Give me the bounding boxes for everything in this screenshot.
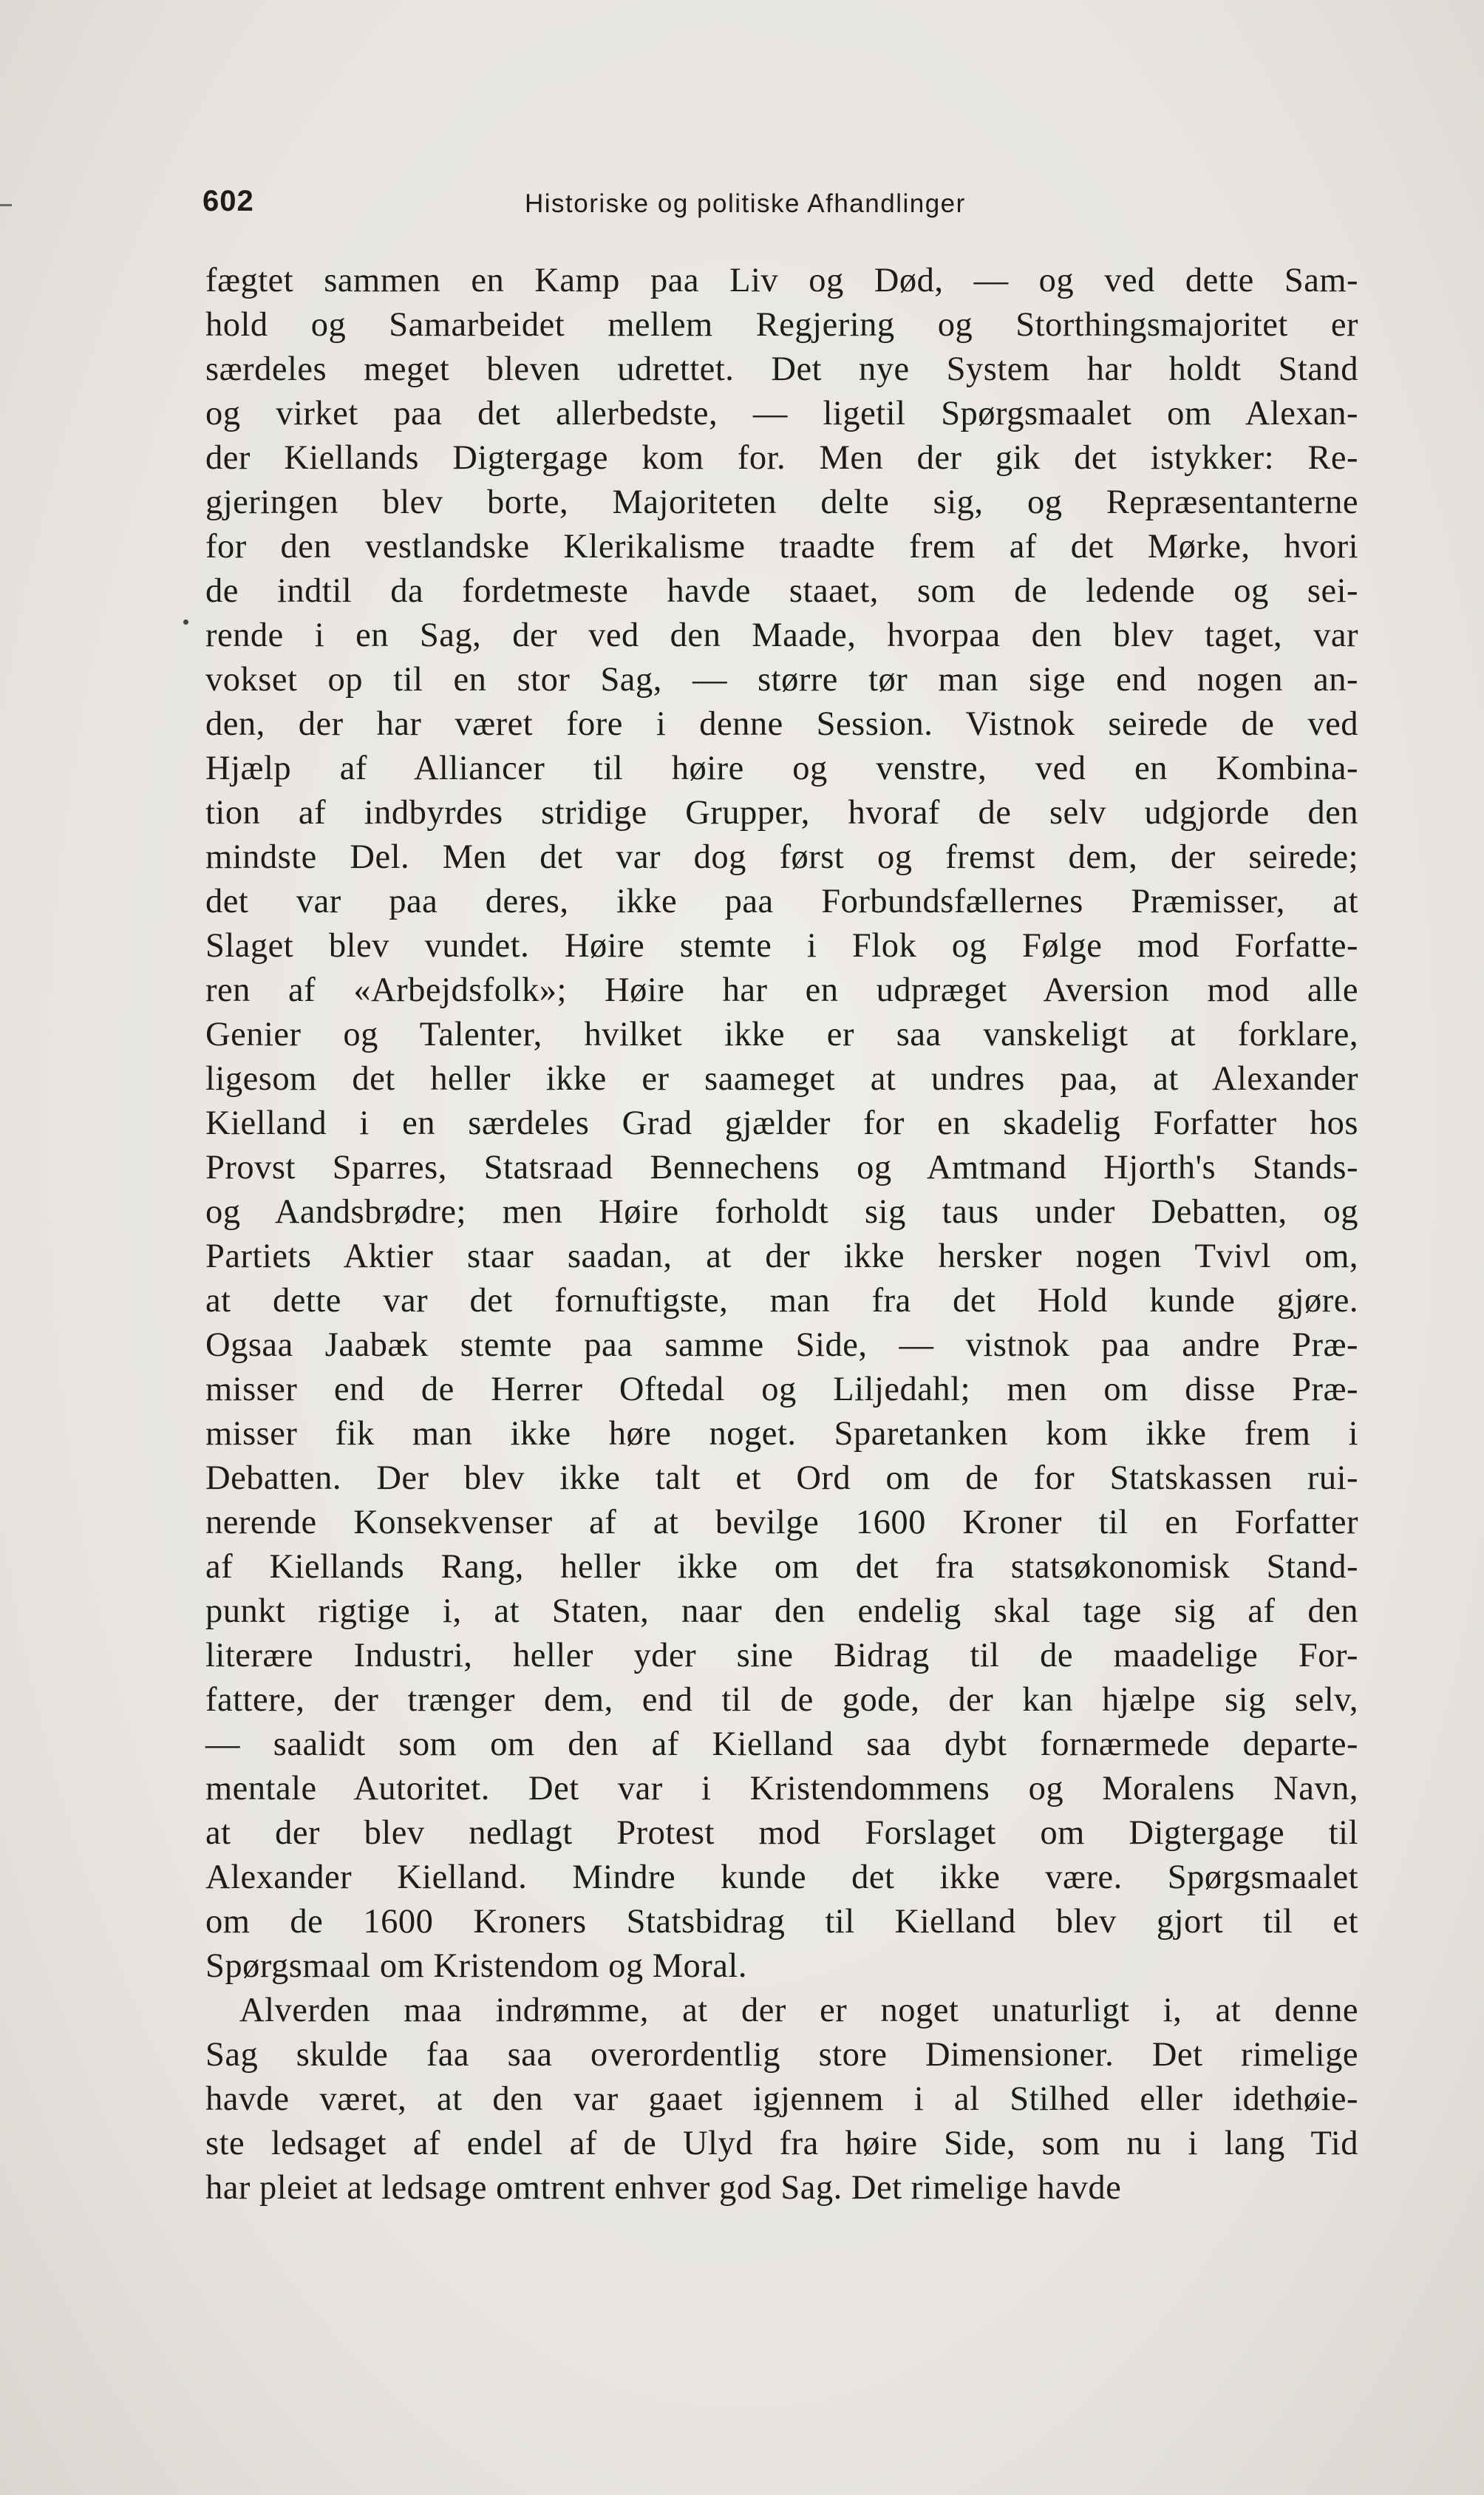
text-line: af Kiellands Rang, heller ikke om det fra statsøkonomisk Stand-: [205, 1548, 1358, 1586]
text-line: at dette var det fornuftigste, man fra det Hold kunde gjøre.: [205, 1282, 1358, 1320]
text-line: gjeringen blev borte, Majoriteten delte sig, og Repræsentanterne: [205, 483, 1358, 521]
text-line: Ogsaa Jaabæk stemte paa samme Side, — vistnok paa andre Præ-: [205, 1326, 1358, 1364]
text-line: punkt rigtige i, at Staten, naar den endelig skal tage sig af den: [205, 1592, 1358, 1630]
text-line: mindste Del. Men det var dog først og fremst dem, der seirede;: [205, 838, 1358, 876]
text-line: Alexander Kielland. Mindre kunde det ikke være. Spørgsmaalet: [205, 1858, 1358, 1896]
text-line: rende i en Sag, der ved den Maade, hvorpaa den blev taget, var: [205, 617, 1358, 654]
text-line: der Kiellands Digtergage kom for. Men der gik det istykker: Re-: [205, 439, 1358, 477]
text-line: at der blev nedlagt Protest mod Forslaget om Digtergage til: [205, 1814, 1358, 1852]
body-text: [205, 259, 1358, 2210]
text-line: den, der har været fore i denne Session. Vistnok seirede de ved: [205, 705, 1358, 743]
page-number: 602: [202, 185, 254, 217]
text-line: havde været, at den var gaaet igjennem i al Stilhed eller idethøie-: [205, 2080, 1358, 2118]
text-line: misser fik man ikke høre noget. Sparetanken kom ikke frem i: [205, 1415, 1358, 1453]
text-line: fægtet sammen en Kamp paa Liv og Død, — og ved dette Sam-: [205, 262, 1358, 299]
text-line: ligesom det heller ikke er saameget at undres paa, at Alexander: [205, 1060, 1358, 1098]
text-line: ren af «Arbejdsfolk»; Høire har en udpræget Aversion mod alle: [205, 971, 1358, 1009]
text-line: — saalidt som om den af Kielland saa dybt fornærmede departe-: [205, 1725, 1358, 1763]
text-line: literære Industri, heller yder sine Bidrag til de maadelige For-: [205, 1637, 1358, 1674]
text-line: nerende Konsekvenser af at bevilge 1600 Kroner til en Forfatter: [205, 1504, 1358, 1541]
text-line: har pleiet at ledsage omtrent enhver god Sag. Det rimelige havde: [205, 2169, 1122, 2207]
text-line: hold og Samarbeidet mellem Regjering og Storthingsmajoritet er: [205, 306, 1358, 344]
text-line: de indtil da fordetmeste havde staaet, som de ledende og sei-: [205, 572, 1358, 610]
text-line: ste ledsaget af endel af de Ulyd fra høire Side, som nu i lang Tid: [205, 2125, 1358, 2162]
text-line: tion af indbyrdes stridige Grupper, hvoraf de selv udgjorde den: [205, 794, 1358, 832]
text-line: om de 1600 Kroners Statsbidrag til Kielland blev gjort til et: [205, 1903, 1358, 1941]
text-line: og virket paa det allerbedste, — ligetil Spørgsmaalet om Alexan-: [205, 395, 1358, 432]
text-line: Slaget blev vundet. Høire stemte i Flok og Følge mod Forfatte-: [205, 927, 1358, 965]
text-line: Spørgsmaal om Kristendom og Moral.: [205, 1947, 747, 1985]
text-line: og Aandsbrødre; men Høire forholdt sig taus under Debatten, og: [205, 1193, 1358, 1231]
text-line: Genier og Talenter, hvilket ikke er saa vanskeligt at forklare,: [205, 1016, 1358, 1053]
text-line: Alverden maa indrømme, at der er noget unaturligt i, at denne: [239, 1992, 1358, 2029]
text-line: Debatten. Der blev ikke talt et Ord om de for Statskassen rui-: [205, 1459, 1358, 1497]
text-line: særdeles meget bleven udrettet. Det nye System har holdt Stand: [205, 350, 1358, 388]
text-line: vokset op til en stor Sag, — større tør man sige end nogen an-: [205, 661, 1358, 699]
text-line: misser end de Herrer Oftedal og Liljedahl; men om disse Præ-: [205, 1371, 1358, 1408]
text-line: Sag skulde faa saa overordentlig store Dimensioner. Det rimelige: [205, 2036, 1358, 2074]
text-line: fattere, der trænger dem, end til de gode, der kan hjælpe sig selv,: [205, 1681, 1358, 1719]
text-line: Hjælp af Alliancer til høire og venstre, ved en Kombina-: [205, 750, 1358, 787]
running-head: Historiske og politiske Afhandlinger: [525, 189, 966, 218]
text-line: for den vestlandske Klerikalisme traadte frem af det Mørke, hvori: [205, 528, 1358, 566]
page-header: [202, 185, 1361, 229]
text-line: mentale Autoritet. Det var i Kristendommens og Moralens Navn,: [205, 1770, 1358, 1807]
margin-dot: [183, 619, 188, 625]
text-line: Kielland i en særdeles Grad gjælder for en skadelig Forfatter hos: [205, 1104, 1358, 1142]
text-line: det var paa deres, ikke paa Forbundsfællernes Præmisser, at: [205, 883, 1358, 920]
text-line: Partiets Aktier staar saadan, at der ikke hersker nogen Tvivl om,: [205, 1238, 1358, 1275]
margin-mark: [0, 204, 12, 206]
text-line: Provst Sparres, Statsraad Bennechens og Amtmand Hjorth's Stands-: [205, 1149, 1358, 1187]
